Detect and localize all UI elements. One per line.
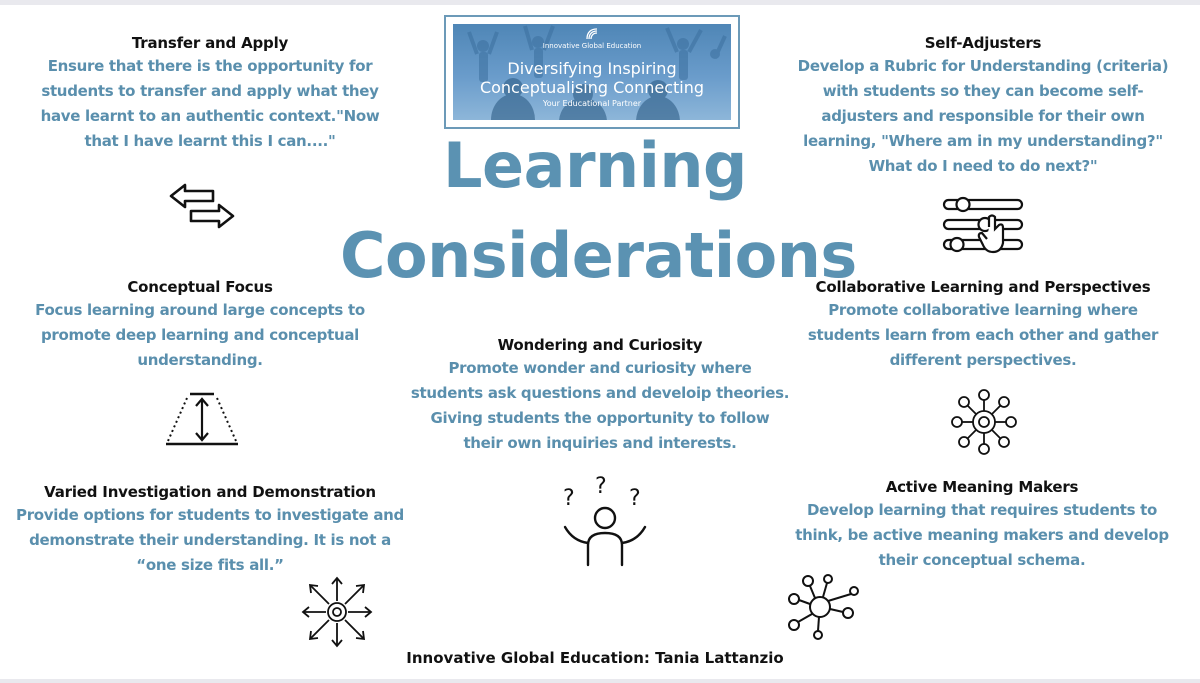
section-heading: Active Meaning Makers [885, 478, 1079, 496]
section-body [0, 298, 400, 373]
arrows-exchange-icon [167, 182, 237, 230]
body-line: Ensure that there is the opportunity for [47, 57, 373, 75]
section-heading: Transfer and Apply [131, 34, 289, 52]
body-line: Provide options for students to investigate and [16, 506, 404, 524]
body-line: Focus learning around large concepts to [35, 301, 365, 319]
section-transfer-apply [10, 33, 410, 154]
section-varied-investigation [0, 482, 420, 578]
body-line: adjusters and responsible for their own [821, 107, 1145, 125]
svg-text:?: ? [595, 475, 607, 499]
body-line: think, be active meaning makers and develop [795, 526, 1169, 544]
svg-text:?: ? [563, 486, 575, 511]
body-line: different perspectives. [889, 351, 1077, 369]
body-line: students to transfer and apply what they [41, 82, 379, 100]
radiating-arrows-icon [299, 574, 375, 650]
body-line: “one size fits all.” [136, 556, 284, 574]
body-line: Develop a Rubric for Understanding (criteria) [797, 57, 1169, 75]
banner-image [453, 24, 731, 120]
body-line: Giving students the opportunity to follow [430, 409, 770, 427]
node-network-icon [786, 573, 862, 641]
svg-text:?: ? [629, 486, 641, 511]
section-heading: Wondering and Curiosity [497, 336, 703, 354]
body-line: that I have learnt this I can...." [84, 132, 336, 150]
body-line: students ask questions and develoip theories. [410, 384, 790, 402]
section-heading: Varied Investigation and Demonstration [44, 483, 376, 501]
banner-line-1: Diversifying Inspiring [507, 59, 677, 78]
section-self-adjusters [788, 33, 1178, 179]
section-body [778, 298, 1188, 373]
section-body [0, 503, 420, 578]
body-line: their conceptual schema. [878, 551, 1086, 569]
section-active-meaning-makers [782, 477, 1182, 573]
infographic-canvas [0, 5, 1200, 679]
banner-line-2: Conceptualising Connecting [479, 78, 705, 97]
body-line: have learnt to an authentic context."Now [40, 107, 380, 125]
banner-logo-icon [585, 27, 599, 41]
banner-tagline: Your Educational Partner [542, 99, 642, 108]
body-line: Develop learning that requires students to [806, 501, 1158, 519]
section-heading: Collaborative Learning and Perspectives [815, 278, 1151, 296]
sliders-hand-icon [941, 195, 1025, 255]
gear-network-icon [949, 387, 1019, 457]
section-conceptual-focus [0, 277, 400, 373]
body-line: understanding. [137, 351, 263, 369]
section-wondering-curiosity [395, 335, 805, 456]
page-title-line-2: Considerations [340, 219, 857, 292]
section-body [788, 54, 1178, 179]
body-line: Promote wonder and curiosity where [448, 359, 752, 377]
footer-credit: Innovative Global Education: Tania Lattanzio [406, 649, 784, 667]
depth-measure-icon [162, 391, 242, 447]
body-line: learning, "Where am in my understanding?" [803, 132, 1163, 150]
thinking-person-icon [555, 475, 655, 567]
body-line: demonstrate their understanding. It is not a [29, 531, 391, 549]
body-line: What do I need to do next?" [868, 157, 1098, 175]
body-line: with students so they can become self- [822, 82, 1144, 100]
section-collaborative-learning [778, 277, 1188, 373]
body-line: promote deep learning and conceptual [40, 326, 360, 344]
section-body [782, 498, 1182, 573]
brand-banner [444, 15, 740, 129]
section-body [10, 54, 410, 154]
section-body [395, 356, 805, 456]
banner-org-name: Innovative Global Education [542, 42, 642, 50]
body-line: their own inquiries and interests. [463, 434, 737, 452]
body-line: Promote collaborative learning where [828, 301, 1138, 319]
body-line: students learn from each other and gather [807, 326, 1159, 344]
section-heading: Conceptual Focus [127, 278, 273, 296]
section-heading: Self-Adjusters [924, 34, 1042, 52]
page-title-line-1: Learning [443, 129, 747, 202]
